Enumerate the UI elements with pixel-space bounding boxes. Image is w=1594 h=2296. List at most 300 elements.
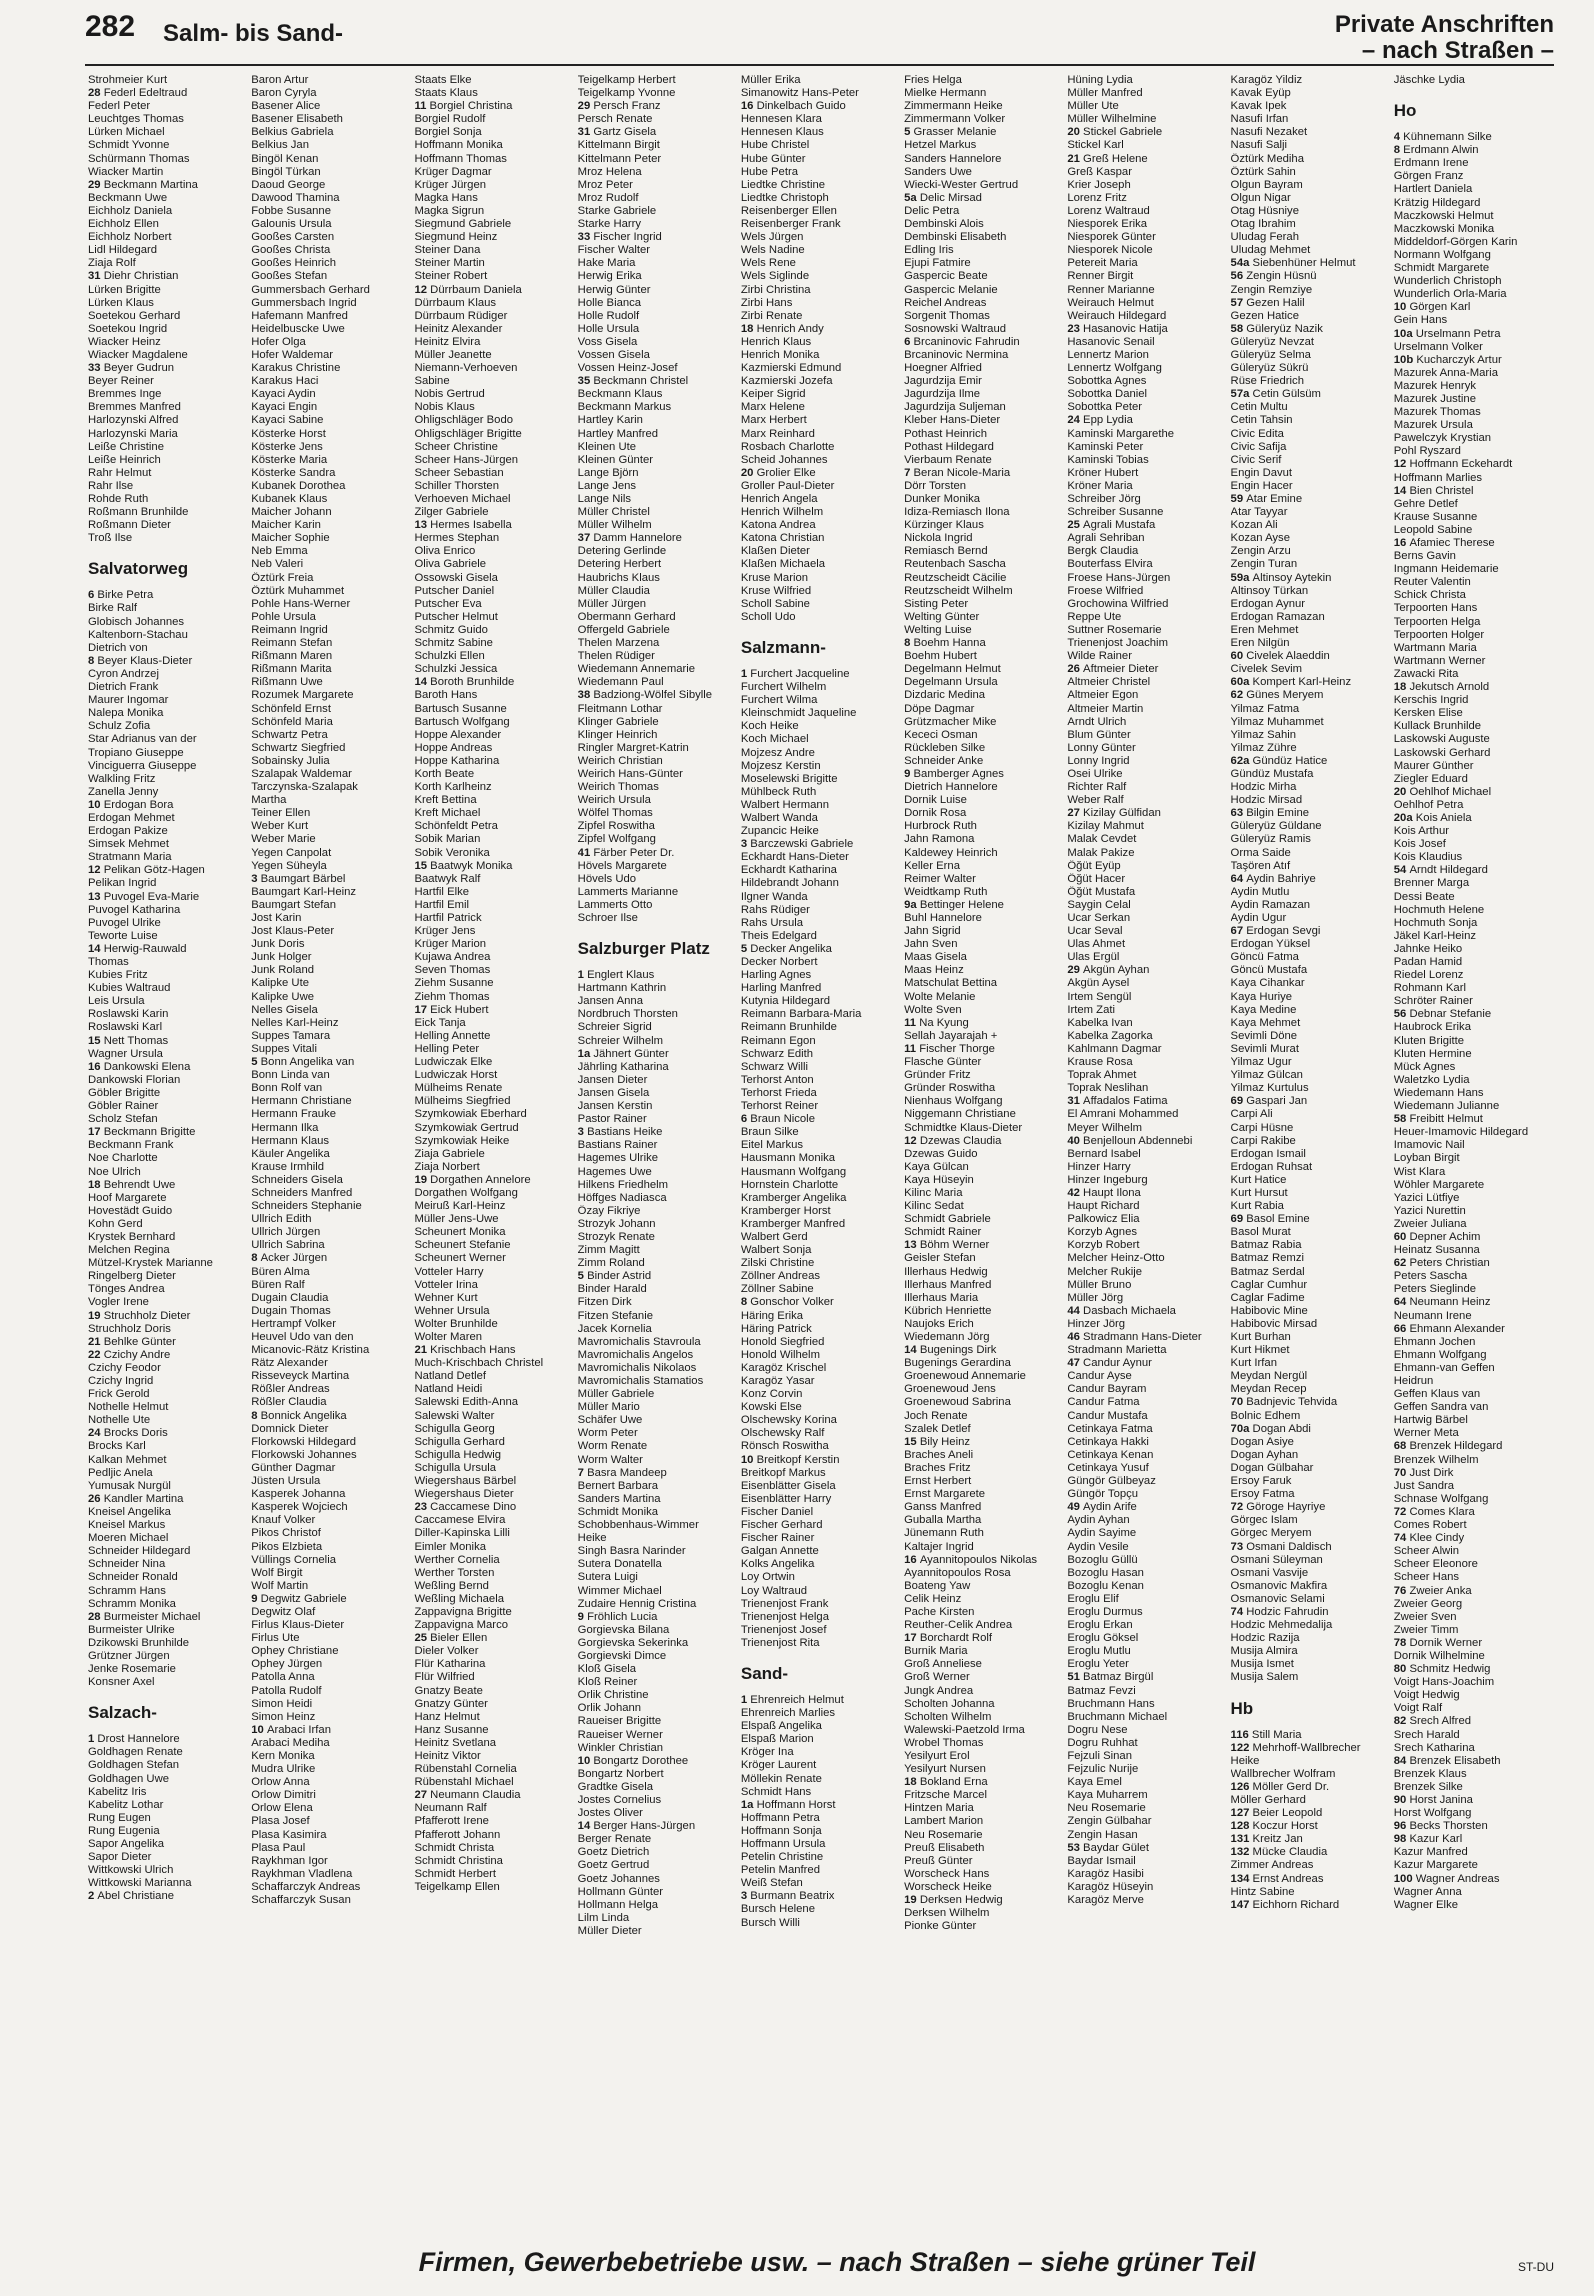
house-number: 7 bbox=[904, 466, 914, 479]
resident-entry: Krätzig Hildegard bbox=[1393, 196, 1481, 209]
resident-entry: 134 Ernst Andreas bbox=[1230, 1872, 1324, 1885]
resident-entry: Zanella Jenny bbox=[88, 785, 159, 798]
resident-entry: Wimmer Michael bbox=[577, 1584, 662, 1597]
resident-entry: Sanders Martina bbox=[577, 1492, 661, 1505]
resident-entry: Kröner Hubert bbox=[1067, 466, 1139, 479]
resident-entry: Lammerts Marianne bbox=[577, 885, 679, 898]
resident-entry: Hausmann Monika bbox=[740, 1152, 836, 1165]
house-number: 28 bbox=[88, 1610, 104, 1623]
resident-entry: Hoffmann Monika bbox=[414, 139, 503, 152]
resident-entry: Jahnke Heiko bbox=[1393, 942, 1463, 955]
resident-entry: Belkius Jan bbox=[251, 139, 309, 152]
resident-entry: Müller Christel bbox=[577, 506, 650, 519]
resident-entry: Yilmaz Muhammet bbox=[1230, 715, 1324, 728]
house-number: 53 bbox=[1067, 1841, 1084, 1854]
resident-entry: Fejzuli Sinan bbox=[1067, 1750, 1132, 1762]
resident-entry: Heike bbox=[577, 1532, 607, 1545]
resident-entry: Zawacki Rita bbox=[1393, 667, 1459, 680]
resident-entry: Olgun Nigar bbox=[1230, 191, 1291, 204]
resident-entry: Öğüt Mustafa bbox=[1067, 885, 1136, 898]
house-number: 16 bbox=[904, 1553, 920, 1566]
resident-entry: Dogan Asiye bbox=[1230, 1435, 1294, 1448]
resident-entry: Fischer Walter bbox=[577, 244, 651, 257]
house-number: 12 bbox=[1393, 458, 1410, 471]
house-number: 40 bbox=[1067, 1134, 1084, 1147]
resident-entry: Hartfil Elke bbox=[414, 885, 470, 898]
street-heading: Hb bbox=[1230, 1698, 1254, 1718]
resident-entry: Beyer Reiner bbox=[88, 375, 154, 388]
house-number: 17 bbox=[904, 1632, 920, 1645]
resident-entry: Vierbaum Renate bbox=[904, 453, 992, 466]
house-number: 18 bbox=[88, 1178, 104, 1191]
resident-entry: Maas Gisela bbox=[904, 951, 967, 964]
resident-entry: Bremmes Inge bbox=[88, 388, 162, 401]
resident-entry: Kramberger Angelika bbox=[740, 1191, 847, 1204]
resident-entry: Kloß Gisela bbox=[577, 1663, 637, 1676]
house-number: 13 bbox=[414, 519, 431, 532]
resident-entry: Welting Luise bbox=[904, 623, 972, 636]
resident-entry: Malak Pakize bbox=[1067, 846, 1135, 859]
resident-entry: Struchholz Doris bbox=[88, 1322, 171, 1335]
resident-entry: Berger Renate bbox=[577, 1833, 652, 1846]
house-number: 69 bbox=[1230, 1095, 1247, 1108]
resident-entry: Frick Gerold bbox=[88, 1388, 150, 1401]
resident-entry: Hoffmann Ursula bbox=[740, 1838, 826, 1850]
resident-entry: Musija Ismet bbox=[1230, 1658, 1294, 1671]
resident-entry: Pohle Hans-Werner bbox=[251, 597, 351, 610]
resident-entry: Belkius Gabriela bbox=[251, 126, 334, 139]
resident-entry: Büren Alma bbox=[251, 1265, 310, 1278]
resident-entry: Worm Walter bbox=[577, 1453, 643, 1466]
resident-entry: Civelek Sevim bbox=[1230, 663, 1303, 676]
resident-entry: Jahn Ramona bbox=[904, 833, 975, 846]
resident-entry: Jagurdzija Ilme bbox=[904, 388, 981, 401]
resident-entry: Hartley Karin bbox=[577, 414, 643, 427]
house-number: 29 bbox=[88, 178, 104, 191]
resident-entry: Soetekou Ingrid bbox=[88, 322, 168, 335]
resident-entry: Wiedemann Annemarie bbox=[577, 663, 696, 676]
resident-entry: Schmitz Guido bbox=[414, 623, 488, 636]
resident-entry: Fritzsche Marcel bbox=[904, 1789, 987, 1802]
house-number: 8 bbox=[904, 637, 914, 650]
resident-entry: Eroglu Mutlu bbox=[1067, 1645, 1131, 1658]
resident-entry: Gehre Detlef bbox=[1393, 497, 1458, 510]
resident-entry: Kazur Margarete bbox=[1393, 1859, 1478, 1872]
resident-entry: 58 Freibitt Helmut bbox=[1393, 1113, 1483, 1126]
resident-entry: Liedtke Christoph bbox=[740, 191, 829, 204]
resident-entry: Froese Hans-Jürgen bbox=[1067, 571, 1171, 584]
resident-entry: Arndt Ulrich bbox=[1067, 715, 1127, 728]
resident-entry: Schmidtke Klaus-Dieter bbox=[904, 1121, 1023, 1134]
resident-entry: Schäfer Uwe bbox=[577, 1414, 643, 1427]
resident-entry: Kavak Ipek bbox=[1230, 100, 1287, 113]
resident-entry: Petereit Maria bbox=[1067, 257, 1138, 270]
resident-entry: Kalipke Ute bbox=[251, 977, 309, 990]
resident-entry: Schneider Hildegard bbox=[88, 1545, 191, 1558]
resident-entry: Lürken Klaus bbox=[88, 296, 154, 309]
resident-entry: Güleryüz Güldane bbox=[1230, 820, 1322, 833]
resident-entry: Jüsten Ursula bbox=[251, 1475, 321, 1488]
resident-entry: Jansen Gisela bbox=[577, 1086, 650, 1099]
resident-entry: Schaffarczyk Andreas bbox=[251, 1880, 361, 1893]
resident-entry: Blum Günter bbox=[1067, 728, 1131, 741]
resident-entry: Rozumek Margarete bbox=[251, 689, 354, 702]
resident-entry: Güleryüz Nevzat bbox=[1230, 335, 1315, 348]
resident-entry: Ehmann-van Geffen bbox=[1393, 1361, 1495, 1374]
resident-entry: Heinitz Elvira bbox=[414, 335, 481, 348]
resident-entry: Lammerts Otto bbox=[577, 898, 653, 911]
resident-entry: Detering Herbert bbox=[577, 558, 662, 571]
resident-entry: Thelen Marzena bbox=[577, 637, 660, 650]
house-number: 33 bbox=[577, 231, 594, 244]
resident-entry: Güngör Gülbeyaz bbox=[1067, 1475, 1156, 1488]
resident-entry: Heidelbuscke Uwe bbox=[251, 322, 345, 335]
section-title-line-1: Private Anschriften bbox=[1334, 11, 1554, 38]
resident-entry: Honold Wilhelm bbox=[740, 1348, 820, 1361]
resident-entry: Otag Hüsniye bbox=[1230, 204, 1299, 217]
resident-entry: Hoffmann Petra bbox=[740, 1811, 820, 1824]
resident-entry: Putscher Daniel bbox=[414, 584, 495, 597]
resident-entry: Hermann Ilka bbox=[251, 1121, 319, 1134]
resident-entry: 10 Bongartz Dorothee bbox=[577, 1754, 689, 1767]
resident-entry: Kröner Maria bbox=[1067, 479, 1133, 492]
resident-entry: Nasufi Irfan bbox=[1230, 113, 1289, 126]
resident-entry: Schwartz Siegfried bbox=[251, 741, 346, 754]
resident-entry: Walbert Sonja bbox=[740, 1244, 812, 1257]
resident-entry: Zengin Arzu bbox=[1230, 545, 1291, 558]
resident-entry: Mielke Hermann bbox=[904, 87, 987, 100]
resident-entry: 147 Eichhorn Richard bbox=[1230, 1898, 1340, 1911]
resident-entry: Mazurek Ursula bbox=[1393, 419, 1473, 432]
resident-entry: Engin Davut bbox=[1230, 466, 1293, 479]
resident-entry: Troß Ilse bbox=[88, 532, 133, 545]
resident-entry: Pfafferott Johann bbox=[414, 1828, 501, 1841]
resident-entry: Groß Anneliese bbox=[904, 1658, 982, 1671]
listing-column bbox=[1391, 74, 1554, 2216]
resident-entry: Daoud George bbox=[251, 178, 326, 191]
resident-entry: Liedtke Christine bbox=[740, 178, 826, 191]
resident-entry: Tönges Andrea bbox=[88, 1283, 165, 1296]
resident-entry: Meydan Recep bbox=[1230, 1383, 1307, 1396]
house-number: 4 bbox=[1393, 131, 1404, 144]
resident-entry: Habibovic Mine bbox=[1230, 1304, 1308, 1317]
resident-entry: 63 Bilgin Emine bbox=[1230, 807, 1310, 820]
resident-entry: Mazurek Justine bbox=[1393, 392, 1476, 405]
resident-entry: Höffges Nadiasca bbox=[577, 1191, 667, 1204]
resident-entry: 69 Basol Emine bbox=[1230, 1213, 1310, 1226]
resident-entry: Ejupi Fatmire bbox=[904, 257, 971, 270]
resident-entry: Junk Roland bbox=[251, 964, 315, 977]
resident-entry: Bugenings Gerardina bbox=[904, 1357, 1011, 1370]
resident-entry: Vogler Irene bbox=[88, 1296, 149, 1309]
resident-entry: 100 Wagner Andreas bbox=[1393, 1872, 1500, 1885]
resident-entry: 21 Behlke Günter bbox=[88, 1335, 176, 1348]
resident-entry: Kaya Huriye bbox=[1230, 990, 1293, 1003]
resident-entry: Schmitz Sabine bbox=[414, 637, 493, 650]
house-number: 5 bbox=[740, 942, 751, 955]
resident-entry: Schiller Thorsten bbox=[414, 479, 499, 492]
resident-entry: Seven Thomas bbox=[414, 964, 491, 977]
resident-entry: Reisenberger Frank bbox=[740, 218, 841, 231]
resident-entry: Schulzki Jessica bbox=[414, 663, 498, 676]
resident-entry: Bozoglu Hasan bbox=[1067, 1566, 1144, 1579]
resident-entry: 60 Civelek Alaeddin bbox=[1230, 650, 1330, 663]
resident-entry: Wels Rene bbox=[740, 257, 796, 270]
resident-entry: Ingmann Heidemarie bbox=[1393, 563, 1499, 576]
resident-entry: Kois Josef bbox=[1393, 838, 1446, 851]
resident-entry: Weirich Ursula bbox=[577, 794, 651, 807]
resident-entry: Verhoeven Michael bbox=[414, 493, 511, 505]
resident-entry: Ophey Christiane bbox=[251, 1645, 339, 1658]
resident-entry: Niesporek Erika bbox=[1067, 218, 1148, 231]
resident-entry: Haubrock Erika bbox=[1393, 1021, 1471, 1034]
resident-entry: Sabine bbox=[414, 375, 450, 388]
house-number: 62 bbox=[1230, 689, 1247, 702]
resident-entry: Stratmann Maria bbox=[88, 851, 172, 864]
resident-entry: Laskowski Auguste bbox=[1393, 733, 1490, 746]
house-number: 20a bbox=[1393, 811, 1416, 824]
resident-entry: Dornik Wilhelmine bbox=[1393, 1649, 1485, 1662]
resident-entry: Schwartz Petra bbox=[251, 728, 328, 741]
resident-entry: Dogru Nese bbox=[1067, 1723, 1128, 1736]
resident-entry: 11 Na Kyung bbox=[904, 1016, 969, 1029]
resident-entry: Nalepa Monika bbox=[88, 707, 164, 720]
resident-entry: Niesporek Günter bbox=[1067, 231, 1156, 244]
resident-entry: Krystek Bernhard bbox=[88, 1230, 176, 1243]
resident-entry: Raueiser Werner bbox=[577, 1728, 663, 1741]
resident-entry: Nelles Gisela bbox=[251, 1003, 318, 1016]
resident-entry: Aydin Ugur bbox=[1230, 912, 1287, 924]
section-title-line-2: – nach Straßen – bbox=[1361, 37, 1554, 64]
resident-entry: Terpoorten Holger bbox=[1393, 628, 1485, 641]
resident-entry: Hartwig Bärbel bbox=[1393, 1414, 1468, 1427]
resident-entry: Czichy Ingrid bbox=[88, 1375, 154, 1387]
resident-entry: Osmani Vasvije bbox=[1230, 1566, 1309, 1579]
street-heading: Sand- bbox=[740, 1663, 789, 1683]
resident-entry: 9a Bettinger Helene bbox=[904, 898, 1004, 911]
resident-entry: Flasche Günter bbox=[904, 1056, 982, 1069]
house-number: 17 bbox=[88, 1126, 104, 1139]
resident-entry: Wist Klara bbox=[1393, 1165, 1446, 1178]
resident-entry: Star Adrianus van der bbox=[88, 733, 197, 746]
resident-entry: Eroglu Erkan bbox=[1067, 1619, 1133, 1632]
resident-entry: Jansen Anna bbox=[577, 995, 643, 1008]
resident-entry: Moeren Michael bbox=[88, 1532, 169, 1545]
resident-entry: Kreft Michael bbox=[414, 807, 481, 820]
resident-entry: Wagner Anna bbox=[1393, 1885, 1462, 1898]
resident-entry: Pastor Rainer bbox=[577, 1113, 647, 1126]
house-number: 63 bbox=[1230, 807, 1247, 820]
resident-entry: Szalek Detlef bbox=[904, 1422, 971, 1435]
resident-entry: Yesilyurt Erol bbox=[904, 1750, 970, 1762]
resident-entry: Hennesen Klara bbox=[740, 113, 822, 126]
resident-entry: Roslawski Karin bbox=[88, 1008, 169, 1021]
resident-entry: Erdmann Irene bbox=[1393, 157, 1469, 170]
resident-entry: Zirbi Christina bbox=[740, 283, 811, 296]
resident-entry: Kozan Ali bbox=[1230, 519, 1278, 532]
resident-entry: Leis Ursula bbox=[88, 995, 145, 1008]
resident-entry: Kalkan Mehmet bbox=[88, 1453, 167, 1466]
resident-entry: Ernst Herbert bbox=[904, 1475, 972, 1488]
resident-entry: Korth Karlheinz bbox=[414, 781, 492, 794]
resident-entry: Magka Sigrun bbox=[414, 204, 485, 217]
resident-entry: Hinzer Harry bbox=[1067, 1160, 1131, 1173]
house-number: 29 bbox=[577, 100, 594, 113]
resident-entry: Ophey Jürgen bbox=[251, 1658, 323, 1671]
resident-entry: Terhorst Anton bbox=[740, 1073, 814, 1086]
resident-entry: Zipfel Roswitha bbox=[577, 820, 655, 833]
resident-entry: Hochmuth Helene bbox=[1393, 903, 1485, 916]
resident-entry: Kubies Fritz bbox=[88, 969, 148, 982]
resident-entry: Dietrich Frank bbox=[88, 681, 159, 694]
resident-entry: Bozoglu Güllü bbox=[1067, 1553, 1138, 1566]
resident-entry: Remiasch Bernd bbox=[904, 545, 988, 558]
resident-entry: Baron Artur bbox=[251, 74, 309, 86]
resident-entry: Weidtkamp Ruth bbox=[904, 885, 988, 898]
resident-entry: Neb Emma bbox=[251, 545, 308, 558]
resident-entry: 25 Bieler Ellen bbox=[414, 1632, 488, 1645]
resident-entry: Urselmann Volker bbox=[1393, 340, 1483, 353]
resident-entry: Görgec Islam bbox=[1230, 1514, 1298, 1527]
resident-entry: Kois Arthur bbox=[1393, 825, 1450, 838]
resident-entry: Hoffmann Marlies bbox=[1393, 471, 1483, 484]
resident-entry: Kluten Hermine bbox=[1393, 1047, 1472, 1060]
resident-entry: Erdogan Ismail bbox=[1230, 1147, 1306, 1160]
resident-entry: Geffen Klaus van bbox=[1393, 1388, 1481, 1401]
house-number: 15 bbox=[414, 859, 431, 872]
resident-entry: Strozyk Johann bbox=[577, 1217, 656, 1230]
resident-entry: 74 Klee Cindy bbox=[1393, 1532, 1465, 1545]
resident-entry: Zirbi Hans bbox=[740, 296, 793, 309]
resident-entry: Hanz Susanne bbox=[414, 1723, 489, 1736]
house-number: 13 bbox=[88, 890, 104, 903]
resident-entry: Teworte Luise bbox=[88, 929, 158, 942]
resident-entry: 42 Haupt Ilona bbox=[1067, 1186, 1141, 1199]
resident-entry: Korzyb Agnes bbox=[1067, 1226, 1138, 1239]
resident-entry: Candur Fatma bbox=[1067, 1396, 1140, 1409]
resident-entry: Olschewsky Ralf bbox=[740, 1427, 825, 1440]
resident-entry: Krüger Dagmar bbox=[414, 165, 492, 178]
resident-entry: Simon Heinz bbox=[251, 1710, 316, 1723]
resident-entry: 26 Aftmeier Dieter bbox=[1067, 663, 1159, 676]
resident-entry: Müller Jürgen bbox=[577, 597, 647, 610]
house-number: 1 bbox=[740, 667, 751, 680]
resident-entry: Gaspercic Melanie bbox=[904, 283, 998, 296]
resident-entry: Scheunert Stefanie bbox=[414, 1239, 511, 1252]
resident-entry: Loy Waltraud bbox=[740, 1584, 808, 1597]
resident-entry: 12 Dzewas Claudia bbox=[904, 1134, 1002, 1147]
resident-entry: Cetinkaya Fatma bbox=[1067, 1422, 1153, 1435]
resident-entry: Hollmann Günter bbox=[577, 1885, 664, 1898]
resident-entry: Toprak Ahmet bbox=[1067, 1069, 1137, 1082]
resident-entry: Welting Günter bbox=[904, 610, 980, 623]
resident-entry: Heuvel Udo van den bbox=[251, 1331, 354, 1343]
resident-entry: Hinzer Ingeburg bbox=[1067, 1173, 1148, 1186]
resident-entry: Haubrichs Klaus bbox=[577, 571, 660, 584]
resident-entry: Weirich Thomas bbox=[577, 781, 659, 794]
resident-entry: Hausmann Wolfgang bbox=[740, 1165, 847, 1178]
resident-entry: Hartley Manfred bbox=[577, 427, 659, 440]
house-number: 1 bbox=[577, 969, 588, 982]
resident-entry: Scheer Hans bbox=[1393, 1571, 1460, 1584]
resident-entry: Strozyk Renate bbox=[577, 1230, 655, 1243]
resident-entry: Schreiber Jörg bbox=[1067, 493, 1141, 505]
resident-entry: Schreier Wilhelm bbox=[577, 1034, 664, 1047]
resident-entry: Galounis Ursula bbox=[251, 218, 332, 231]
resident-entry: Gooßes Stefan bbox=[251, 270, 328, 283]
resident-entry: Harling Manfred bbox=[740, 982, 822, 995]
resident-entry: Yazici Lütfiye bbox=[1393, 1191, 1460, 1204]
resident-entry: Gnatzy Günter bbox=[414, 1697, 488, 1710]
resident-entry: Pothast Hildegard bbox=[904, 440, 994, 453]
resident-entry: Orlow Anna bbox=[251, 1776, 310, 1789]
resident-entry: Rößler Claudia bbox=[251, 1396, 327, 1409]
resident-entry: Niesporek Nicole bbox=[1067, 244, 1153, 257]
resident-entry: Beckmann Markus bbox=[577, 401, 672, 414]
resident-entry: Yilmaz Fatma bbox=[1230, 702, 1300, 715]
resident-entry: Lorenz Fritz bbox=[1067, 191, 1127, 204]
resident-entry: Kurt Rabia bbox=[1230, 1200, 1284, 1213]
resident-entry: Bonn Linda van bbox=[251, 1069, 330, 1082]
resident-entry: Putscher Eva bbox=[414, 597, 482, 610]
resident-entry: Hafemann Manfred bbox=[251, 309, 348, 322]
house-number: 20 bbox=[1393, 785, 1410, 798]
resident-entry: Zimmer Andreas bbox=[1230, 1859, 1314, 1872]
resident-entry: Neumann Ralf bbox=[414, 1802, 487, 1815]
resident-entry: Kleinschmidt Jaqueline bbox=[740, 707, 857, 720]
resident-entry: Obermann Gerhard bbox=[577, 610, 676, 623]
resident-entry: Hoegner Alfried bbox=[904, 362, 982, 375]
section-title bbox=[1335, 12, 1554, 64]
resident-entry: Dawood Thamina bbox=[251, 191, 340, 204]
resident-entry: Marx Reinhard bbox=[740, 427, 815, 440]
resident-entry: Hodzic Mehmedalija bbox=[1230, 1619, 1333, 1632]
resident-entry: 131 Kreitz Jan bbox=[1230, 1833, 1303, 1846]
resident-entry: Cetin Multu bbox=[1230, 401, 1288, 414]
resident-entry: Kluten Brigitte bbox=[1393, 1034, 1465, 1047]
resident-entry: 31 Diehr Christian bbox=[88, 270, 179, 283]
resident-entry: 14 Bugenings Dirk bbox=[904, 1344, 997, 1357]
resident-entry: 1 Englert Klaus bbox=[577, 969, 655, 982]
resident-entry: Zengin Turan bbox=[1230, 558, 1298, 571]
resident-entry: Mülheims Renate bbox=[414, 1082, 503, 1095]
resident-entry: Wagner Ursula bbox=[88, 1047, 163, 1060]
resident-entry: Müller Wilhelm bbox=[577, 519, 652, 532]
resident-entry: Dogan Gülbahar bbox=[1230, 1461, 1314, 1474]
resident-entry: Brocks Karl bbox=[88, 1440, 146, 1453]
resident-entry: Wels Siglinde bbox=[740, 270, 810, 283]
resident-entry: Rätz Alexander bbox=[251, 1357, 328, 1370]
resident-entry: Rohmann Karl bbox=[1393, 982, 1466, 995]
resident-entry: 38 Badziong-Wölfel Sibylle bbox=[577, 689, 713, 702]
resident-entry: Heidrun bbox=[1393, 1375, 1434, 1387]
resident-entry: Toprak Neslihan bbox=[1067, 1082, 1149, 1095]
resident-entry: Mroz Helena bbox=[577, 165, 642, 178]
resident-entry: Kurt Hikmet bbox=[1230, 1344, 1290, 1357]
resident-entry: Öğüt Eyüp bbox=[1067, 859, 1121, 872]
resident-entry: Dugain Claudia bbox=[251, 1291, 329, 1304]
resident-entry: Bartusch Wolfgang bbox=[414, 715, 510, 728]
resident-entry: Eisenblätter Gisela bbox=[740, 1479, 836, 1492]
resident-entry: Junk Holger bbox=[251, 951, 312, 964]
resident-entry: 10 Breitkopf Kerstin bbox=[740, 1453, 840, 1466]
resident-entry: Sorgenit Thomas bbox=[904, 309, 990, 322]
resident-entry: Lennertz Wolfgang bbox=[1067, 362, 1162, 375]
resident-entry: Hornstein Charlotte bbox=[740, 1178, 839, 1191]
resident-entry: Wittkowski Marianna bbox=[88, 1877, 192, 1890]
resident-entry: 60a Kompert Karl-Heinz bbox=[1230, 676, 1352, 689]
resident-entry: 27 Kizilay Gülfidan bbox=[1067, 807, 1161, 820]
